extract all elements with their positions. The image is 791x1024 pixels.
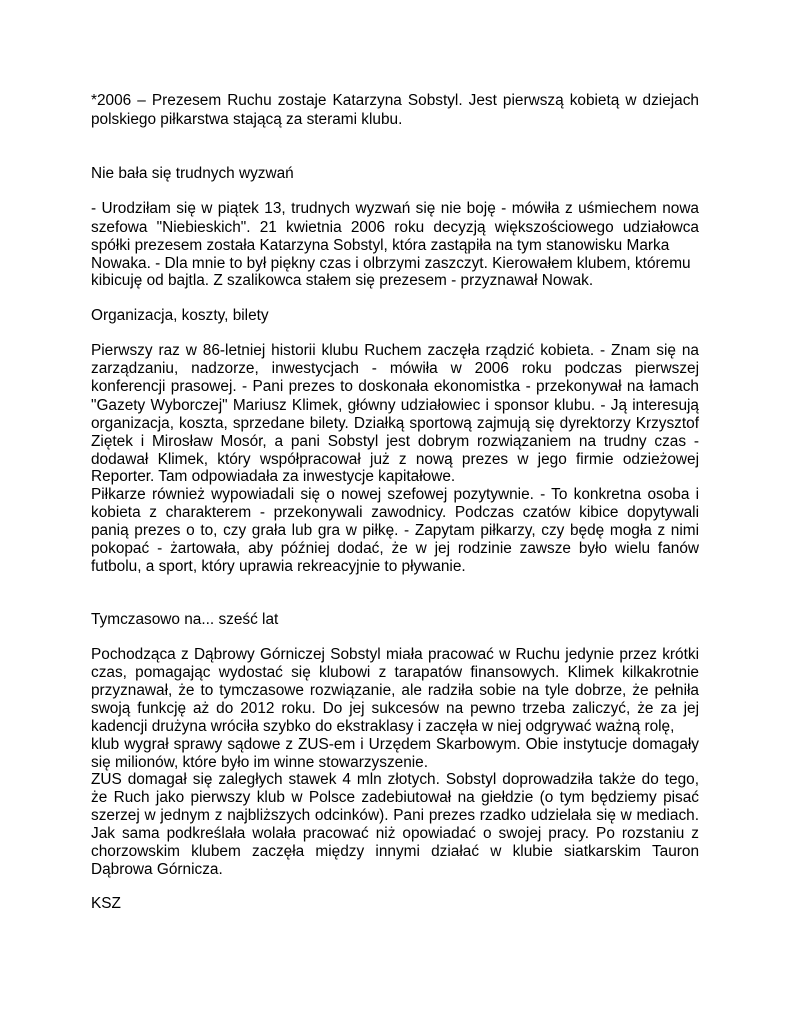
paragraph-line: kibicuję od bajtla. Z szalikowca stałem się prezesem - przyznawał Nowak. <box>91 272 594 289</box>
paragraph-line: Pierwszy raz w 86-letniej historii klubu Ruchem zaczęła rządzić kobieta. - Znam się na <box>91 342 699 359</box>
paragraph-line: organizacja, koszta, sprzedane bilety. Działką sportową zajmują się dyrektorzy Krzysztof <box>91 415 699 432</box>
paragraph-line: konferencji prasowej. - Pani prezes to doskonała ekonomistka - przekonywał na łamach <box>91 378 699 395</box>
section-heading: Tymczasowo na... sześć lat <box>91 611 279 628</box>
paragraph-line: Ziętek i Mirosław Mosór, a pani Sobstyl jest dobrym rozwiązaniem na trudny czas - <box>91 433 699 450</box>
paragraph-line: Dąbrowa Górnicza. <box>91 861 223 878</box>
paragraph-line: - Urodziłam się w piątek 13, trudnych wyzwań się nie boję - mówiła z uśmiechem nowa <box>91 200 699 217</box>
paragraph-line: Jak sama podkreślała wolała pracować niż opowiadać o swojej pracy. Po rozstaniu z <box>91 825 699 842</box>
paragraph-line: szefowa "Niebieskich". 21 kwietnia 2006 roku decyzją większościowego udziałowca <box>91 219 699 236</box>
paragraph-line: się milionów, które było im winne stowarzyszenie. <box>91 754 429 771</box>
paragraph-line: dodawał Klimek, który współpracował już z nową prezes w jego firmie odzieżowej <box>91 451 699 468</box>
paragraph-line: Piłkarze również wypowiadali się o nowej szefowej pozytywnie. - To konkretna osoba i <box>91 486 699 503</box>
section-heading: Organizacja, koszty, bilety <box>91 307 269 324</box>
paragraph-line: Nowaka. - Dla mnie to był piękny czas i olbrzymi zaszczyt. Kierowałem klubem, któremu <box>91 255 691 272</box>
paragraph-line: "Gazety Wyborczej" Mariusz Klimek, główny udziałowiec i sponsor klubu. - Ją interesują <box>91 397 699 414</box>
paragraph-line: że Ruch jako pierwszy klub w Polsce zadebiutował na giełdzie (o tym będziemy pisać <box>91 789 699 806</box>
paragraph-line: kobieta z charakterem - przekonywali zawodnicy. Podczas czatów kibice dopytywali <box>91 504 699 521</box>
paragraph-line: zarządzaniu, nadzorze, inwestycjach - mówiła w 2006 roku podczas pierwszej <box>91 360 699 377</box>
paragraph-line: klub wygrał sprawy sądowe z ZUS-em i Urzędem Skarbowym. Obie instytucje domagały <box>91 736 699 753</box>
paragraph-line: Reporter. Tam odpowiadała za inwestycje kapitałowe. <box>91 468 456 485</box>
paragraph-line: ZUS domagał się zaległych stawek 4 mln złotych. Sobstyl doprowadziła także do tego, <box>91 771 699 788</box>
section-heading: Nie bała się trudnych wyzwań <box>91 165 294 182</box>
paragraph-line: przyznawał, że to tymczasowe rozwiązanie, ale radziła sobie na tyle dobrze, że pełniła <box>91 682 699 699</box>
paragraph-line: spółki prezesem została Katarzyna Sobstyl, która zastąpiła na tym stanowisku Marka <box>91 237 670 254</box>
paragraph-line: swoją funkcję aż do 2012 roku. Do jej sukcesów na pewno trzeba zaliczyć, że za jej <box>91 700 699 717</box>
paragraph-line: szerzej w jednym z najbliższych odcinków). Pani prezes rzadko udzielała się w mediach. <box>91 807 699 824</box>
paragraph-line: Pochodząca z Dąbrowy Górniczej Sobstyl miała pracować w Ruchu jedynie przez krótki <box>91 646 699 663</box>
paragraph-line: kadencji drużyna wróciła szybko do ekstraklasy i zaczęła w niej odgrywać ważną rolę, <box>91 718 675 735</box>
paragraph-line: czas, pomagając wydostać się klubowi z tarapatów finansowych. Klimek kilkakrotnie <box>91 664 699 681</box>
intro-line: polskiego piłkarstwa stającą za sterami klubu. <box>91 111 403 128</box>
paragraph-line: pokopać - żartowała, aby później dodać, że w jej rodzinie zawsze było wielu fanów <box>91 540 699 557</box>
paragraph-line: chorzowskim klubem zaczęła między innymi działać w klubie siatkarskim Tauron <box>91 843 699 860</box>
paragraph-line: futbolu, a sport, który uprawia rekreacyjnie to pływanie. <box>91 558 466 575</box>
intro-line: *2006 – Prezesem Ruchu zostaje Katarzyna Sobstyl. Jest pierwszą kobietą w dziejach <box>91 92 699 109</box>
signature: KSZ <box>91 895 121 912</box>
paragraph-line: panią prezes o to, czy grała lub gra w piłkę. - Zapytam piłkarzy, czy będę mogła z nimi <box>91 522 699 539</box>
